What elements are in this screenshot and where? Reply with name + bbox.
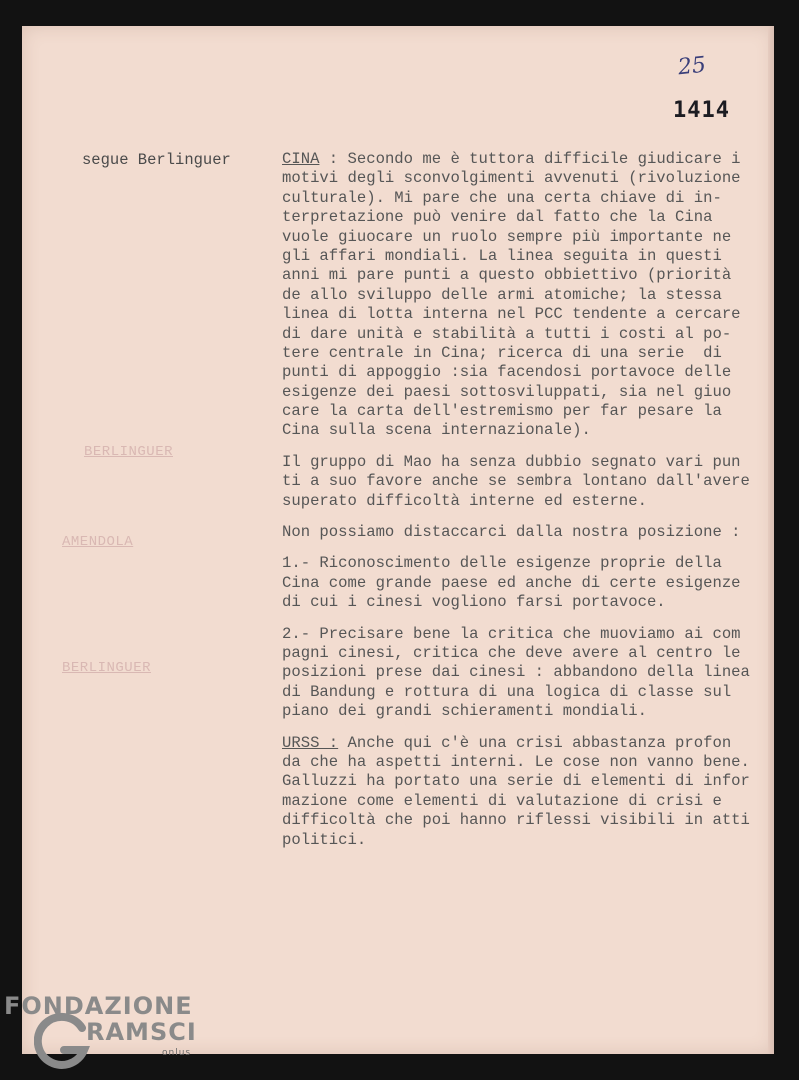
- text-line: URSS : Anche qui c'è una crisi abbastanza profon: [282, 733, 732, 752]
- text-line: da che ha aspetti interni. Le cose non vanno bene.: [282, 752, 750, 771]
- text-line: 2.- Precisare bene la critica che muoviamo ai com: [282, 624, 741, 643]
- text-line: posizioni prese dai cinesi : abbandono della linea: [282, 663, 750, 682]
- text-line: de allo sviluppo delle armi atomiche; la stessa: [282, 285, 722, 304]
- paper-edge: [768, 26, 774, 1054]
- text-line: motivi degli sconvolgimenti avvenuti (rivoluzione: [282, 169, 741, 188]
- text-line: Cina sulla scena internazionale).: [282, 421, 591, 440]
- paragraph: [282, 625, 752, 722]
- fondazione-gramsci-watermark: [0, 992, 230, 1080]
- text-line: culturale). Mi pare che una certa chiave di in-: [282, 188, 722, 207]
- typed-body-text: [282, 150, 752, 862]
- text-line: Cina come grande paese ed anche di certe esigenze: [282, 573, 741, 592]
- text-line: vuole giuocare un ruolo sempre più importante ne: [282, 227, 732, 246]
- document-page: [22, 26, 774, 1054]
- text-line: CINA : Secondo me è tuttora difficile giudicare i: [282, 150, 741, 168]
- text-line: Galluzzi ha portato una serie di elementi di infor: [282, 772, 750, 791]
- stamped-page-number: 1414: [673, 98, 730, 123]
- text-line: pagni cinesi, critica che deve avere al centro le: [282, 643, 741, 662]
- speaker-label: segue Berlinguer: [82, 151, 231, 169]
- paragraph: [282, 453, 752, 511]
- text-line: superato difficoltà interne ed esterne.: [282, 491, 647, 510]
- handwritten-page-number: 25: [676, 52, 708, 81]
- text-line: di dare unità e stabilità a tutti i costi al po-: [282, 324, 732, 343]
- text-line: anni mi pare punti a questo obbiettivo (priorità: [282, 266, 732, 285]
- text-line: care la carta dell'estremismo per far pesare la: [282, 402, 722, 421]
- watermark-line2: RAMSCI: [86, 1018, 197, 1046]
- text-line: ti a suo favore anche se sembra lontano dall'avere: [282, 472, 750, 491]
- watermark-sub: onlus: [162, 1048, 192, 1058]
- text-line: terpretazione può venire dal fatto che la Cina: [282, 208, 713, 227]
- text-line: Il gruppo di Mao ha senza dubbio segnato vari pun: [282, 452, 741, 471]
- text-line: difficoltà che poi hanno riflessi visibili in atti: [282, 811, 750, 830]
- text-line: tere centrale in Cina; ricerca di una serie di: [282, 343, 722, 362]
- bleed-through-name: BERLINGUER: [84, 444, 174, 460]
- watermark-line1: FONDAZIONE: [4, 992, 193, 1020]
- text-line: punti di appoggio :sia facendosi portavoce delle: [282, 363, 732, 382]
- text-line: Non possiamo distaccarci dalla nostra posizione :: [282, 523, 741, 542]
- bleed-through-name: BERLINGUER: [62, 660, 152, 676]
- text-line: di Bandung e rottura di una logica di classe sul: [282, 682, 732, 701]
- text-line: 1.- Riconoscimento delle esigenze proprie della: [282, 554, 722, 573]
- paragraph: [282, 554, 752, 612]
- paragraph: [282, 150, 752, 441]
- text-line: esigenze dei paesi sottosviluppati, sia nel giuo: [282, 382, 732, 401]
- text-line: politici.: [282, 830, 367, 849]
- text-line: mazione come elementi di valutazione di crisi e: [282, 791, 722, 810]
- bleed-through-name: AMENDOLA: [62, 534, 134, 550]
- text-line: gli affari mondiali. La linea seguita in questi: [282, 246, 722, 265]
- text-line: di cui i cinesi vogliono farsi portavoce.: [282, 593, 666, 612]
- paragraph: [282, 523, 752, 542]
- paragraph: [282, 734, 752, 850]
- text-line: piano dei grandi schieramenti mondiali.: [282, 702, 647, 721]
- text-line: linea di lotta interna nel PCC tendente a cercare: [282, 305, 741, 324]
